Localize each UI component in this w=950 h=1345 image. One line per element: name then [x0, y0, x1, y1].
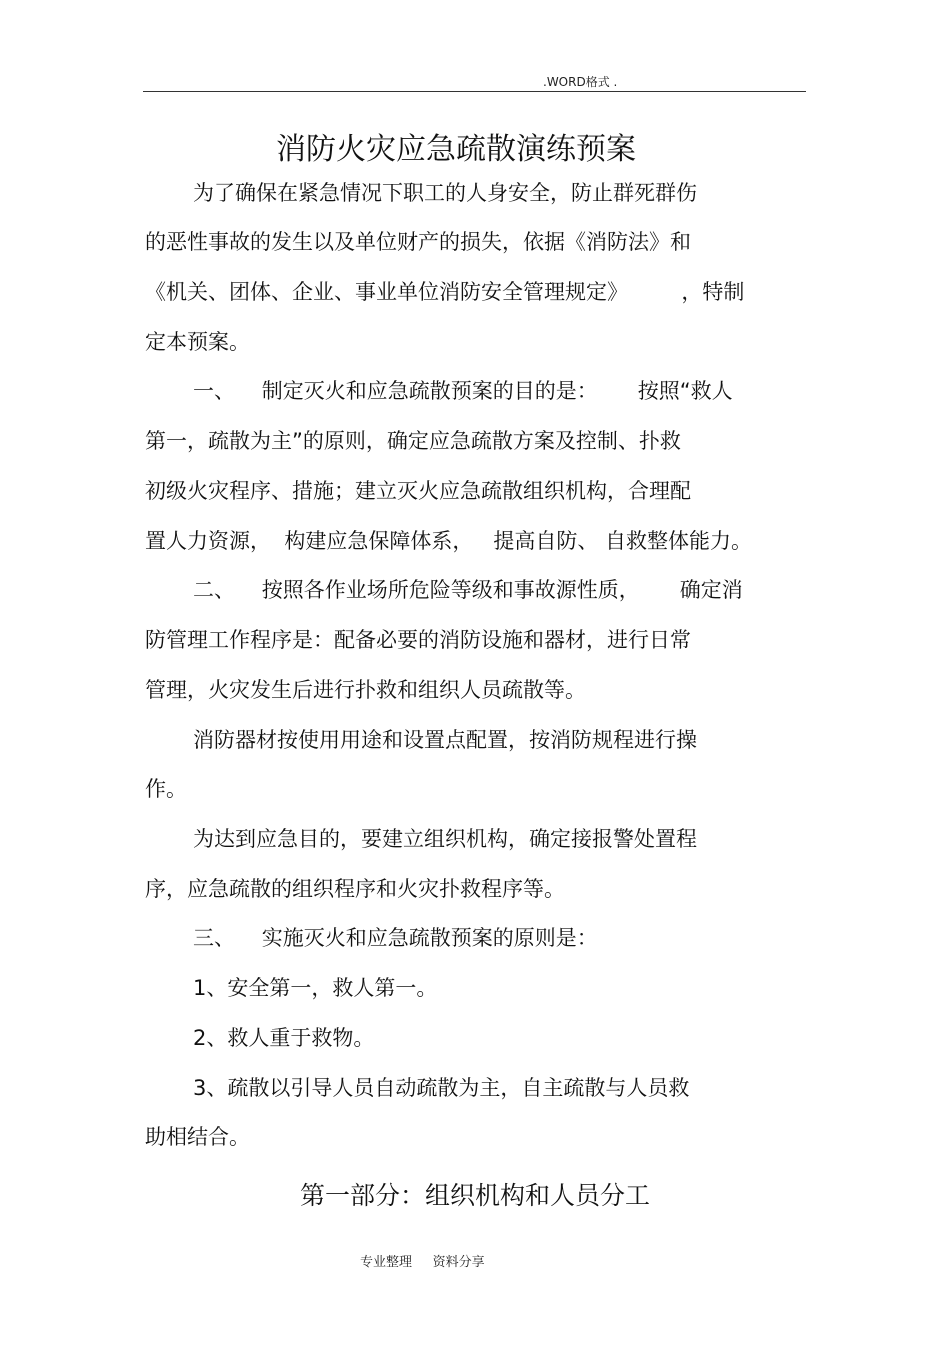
body-line-5: 一、 制定灭火和应急疏散预案的目的是： 按照“救人: [193, 379, 733, 403]
body-line-9: 二、 按照各作业场所危险等级和事故源性质， 确定消: [193, 578, 743, 602]
body-line-7: 初级火灾程序、措施；建立灭火应急疏散组织机构，合理配: [145, 479, 691, 503]
body-line-20: 助相结合。: [145, 1125, 250, 1149]
body-line-4: 定本预案。: [145, 330, 250, 354]
page-header-text: .WORD格式 .: [543, 75, 618, 89]
body-line-6: 第一，疏散为主”的原则，确定应急疏散方案及控制、扑救: [145, 429, 681, 453]
body-line-15: 序，应急疏散的组织程序和火灾扑救程序等。: [145, 877, 565, 901]
page-footer-text: 专业整理 资料分享: [360, 1255, 485, 1270]
body-line-13: 作。: [145, 777, 187, 801]
body-line-10: 防管理工作程序是：配备必要的消防设施和器材，进行日常: [145, 628, 691, 652]
section-heading: 第一部分：组织机构和人员分工: [299, 1181, 650, 1210]
body-line-12: 消防器材按使用用途和设置点配置，按消防规程进行操: [193, 728, 697, 752]
body-line-19: 3、疏散以引导人员自动疏散为主，自主疏散与人员救: [193, 1076, 690, 1100]
body-line-16: 三、 实施灭火和应急疏散预案的原则是：: [193, 926, 598, 950]
body-line-1: 为了确保在紧急情况下职工的人身安全，防止群死群伤: [193, 181, 697, 205]
body-line-8: 置人力资源， 构建应急保障体系， 提高自防、 自救整体能力。: [145, 529, 753, 553]
body-line-18: 2、救人重于救物。: [193, 1026, 375, 1050]
body-line-17: 1、安全第一，救人第一。: [193, 976, 438, 1000]
body-line-2: 的恶性事故的发生以及单位财产的损失，依据《消防法》和: [145, 230, 691, 254]
body-line-14: 为达到应急目的，要建立组织机构，确定接报警处置程: [193, 827, 697, 851]
document-title: 消防火灾应急疏散演练预案: [276, 132, 636, 167]
body-line-3: 《机关、团体、企业、事业单位消防安全管理规定》 ，特制: [145, 280, 745, 304]
body-line-11: 管理，火灾发生后进行扑救和组织人员疏散等。: [145, 678, 586, 702]
header-rule: [143, 91, 806, 92]
